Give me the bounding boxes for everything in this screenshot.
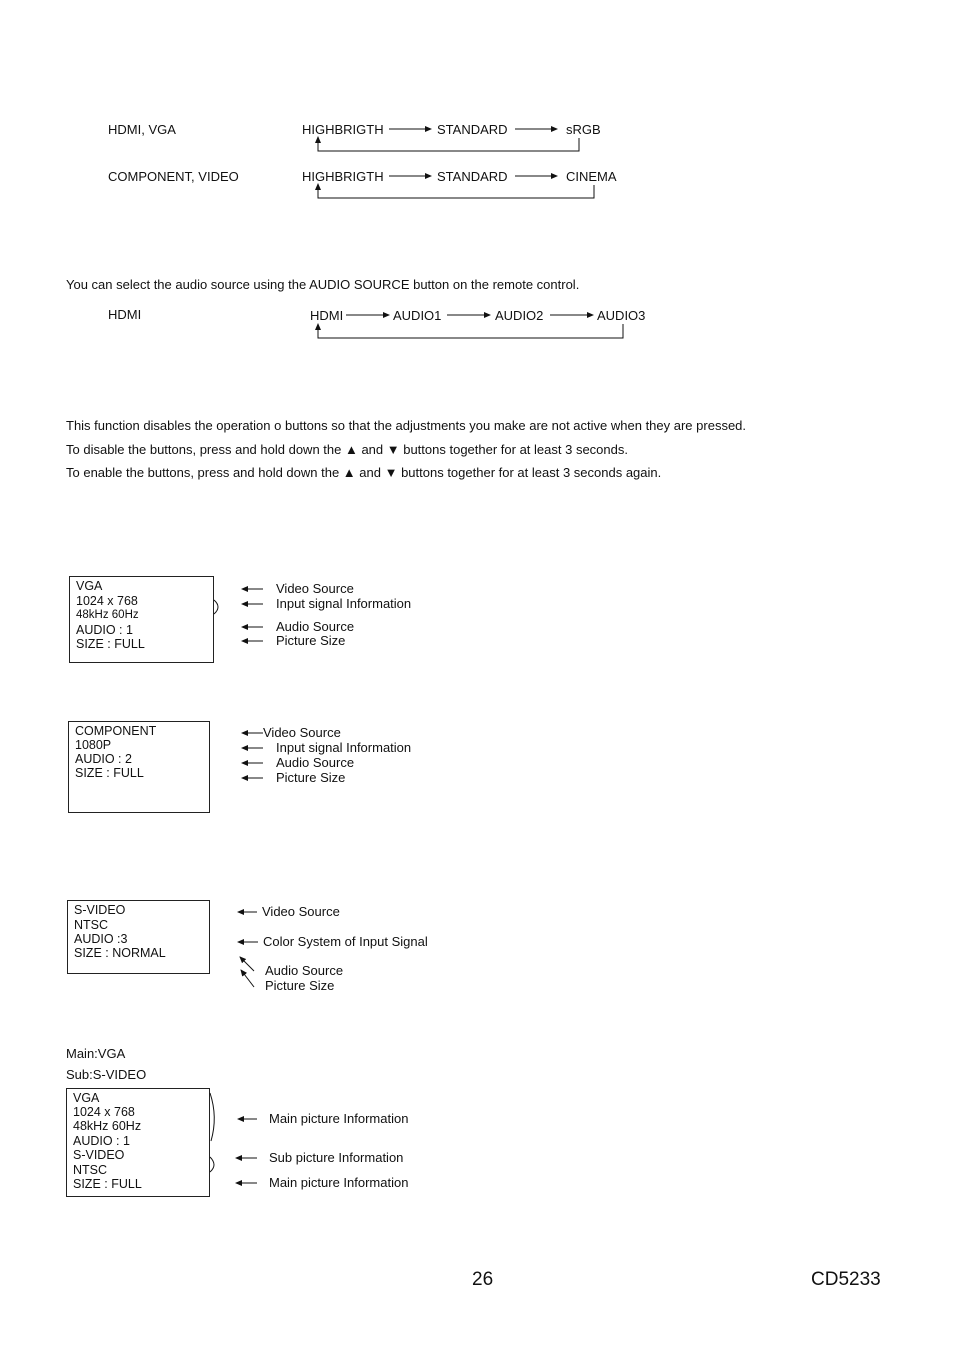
osd-line: AUDIO :3: [74, 932, 128, 946]
lock-line-2: To disable the buttons, press and hold down the ▲ and ▼ buttons together for at least 3 seconds.: [66, 442, 628, 457]
seq-item: AUDIO3: [597, 308, 646, 323]
osd-note: Audio Source: [276, 619, 355, 634]
osd-note: Input signal Information: [276, 596, 412, 611]
osd-line: SIZE : FULL: [73, 1177, 142, 1191]
seq-item: STANDARD: [437, 122, 508, 137]
osd-note: Sub picture Information: [269, 1150, 404, 1165]
seq-item: CINEMA: [566, 169, 617, 184]
osd-note: Main picture Information: [269, 1175, 409, 1190]
osd-line: SIZE : FULL: [75, 766, 144, 780]
seq-item: STANDARD: [437, 169, 508, 184]
osd-line: 48kHz 60Hz: [73, 1119, 142, 1133]
osd-note: Audio Source: [265, 963, 344, 978]
osd-note: Input signal Information: [276, 740, 412, 755]
osd-line: COMPONENT: [75, 724, 157, 738]
osd-line: VGA: [73, 1091, 100, 1105]
lock-line-3: To enable the buttons, press and hold down the ▲ and ▼ buttons together for at least 3 seconds again.: [66, 465, 662, 480]
picture-mode-label-2: COMPONENT, VIDEO: [108, 169, 239, 184]
osd-line: AUDIO : 2: [75, 752, 132, 766]
osd-note: Picture Size: [265, 978, 335, 993]
osd-line: AUDIO : 1: [76, 623, 133, 637]
osd-line: NTSC: [74, 918, 109, 932]
bracket-icon: [214, 600, 218, 614]
osd-note: Video Source: [262, 904, 340, 919]
audio-label: HDMI: [108, 307, 142, 322]
picture-mode-label-1: HDMI, VGA: [108, 122, 176, 137]
osd-note: Picture Size: [276, 633, 346, 648]
audio-intro: You can select the audio source using the AUDIO SOURCE button on the remote control.: [66, 277, 580, 292]
page-number: 26: [472, 1269, 494, 1290]
seq-item: HIGHBRIGTH: [302, 122, 384, 137]
osd-line: S-VIDEO: [74, 903, 126, 917]
osd-line: 1024 x 768: [73, 1105, 135, 1119]
loop-arrow-icon: [318, 137, 579, 151]
pip-main-label: Main:VGA: [66, 1046, 126, 1061]
osd-note: Picture Size: [276, 770, 346, 785]
osd-note: Video Source: [263, 725, 341, 740]
loop-arrow-icon: [318, 324, 623, 338]
loop-arrow-icon: [318, 184, 594, 198]
osd-note: Video Source: [276, 581, 354, 596]
seq-item: HDMI: [310, 308, 344, 323]
lock-line-1: This function disables the operation o buttons so that the adjustments you make are not active when they are pressed.: [66, 418, 747, 433]
osd-line: 48kHz 60Hz: [76, 609, 139, 621]
osd-line: VGA: [76, 579, 103, 593]
osd-line: 1024 x 768: [76, 594, 138, 608]
model-number: CD5233: [811, 1269, 881, 1290]
osd-line: SIZE : FULL: [76, 637, 145, 651]
osd-line: NTSC: [73, 1163, 108, 1177]
bracket-icon: [210, 1157, 214, 1172]
osd-line: 1080P: [75, 738, 112, 752]
seq-item: sRGB: [566, 122, 601, 137]
osd-note: Main picture Information: [269, 1111, 409, 1126]
osd-line: SIZE : NORMAL: [74, 946, 166, 960]
seq-item: HIGHBRIGTH: [302, 169, 384, 184]
arrow-diagonal-icon: [241, 970, 254, 987]
pip-sub-label: Sub:S-VIDEO: [66, 1067, 147, 1082]
osd-line: AUDIO : 1: [73, 1134, 130, 1148]
osd-note: Audio Source: [276, 755, 355, 770]
seq-item: AUDIO2: [495, 308, 544, 323]
bracket-icon: [210, 1093, 214, 1141]
seq-item: AUDIO1: [393, 308, 442, 323]
arrow-diagonal-icon: [240, 957, 254, 971]
osd-note: Color System of Input Signal: [263, 934, 428, 949]
osd-line: S-VIDEO: [73, 1148, 125, 1162]
